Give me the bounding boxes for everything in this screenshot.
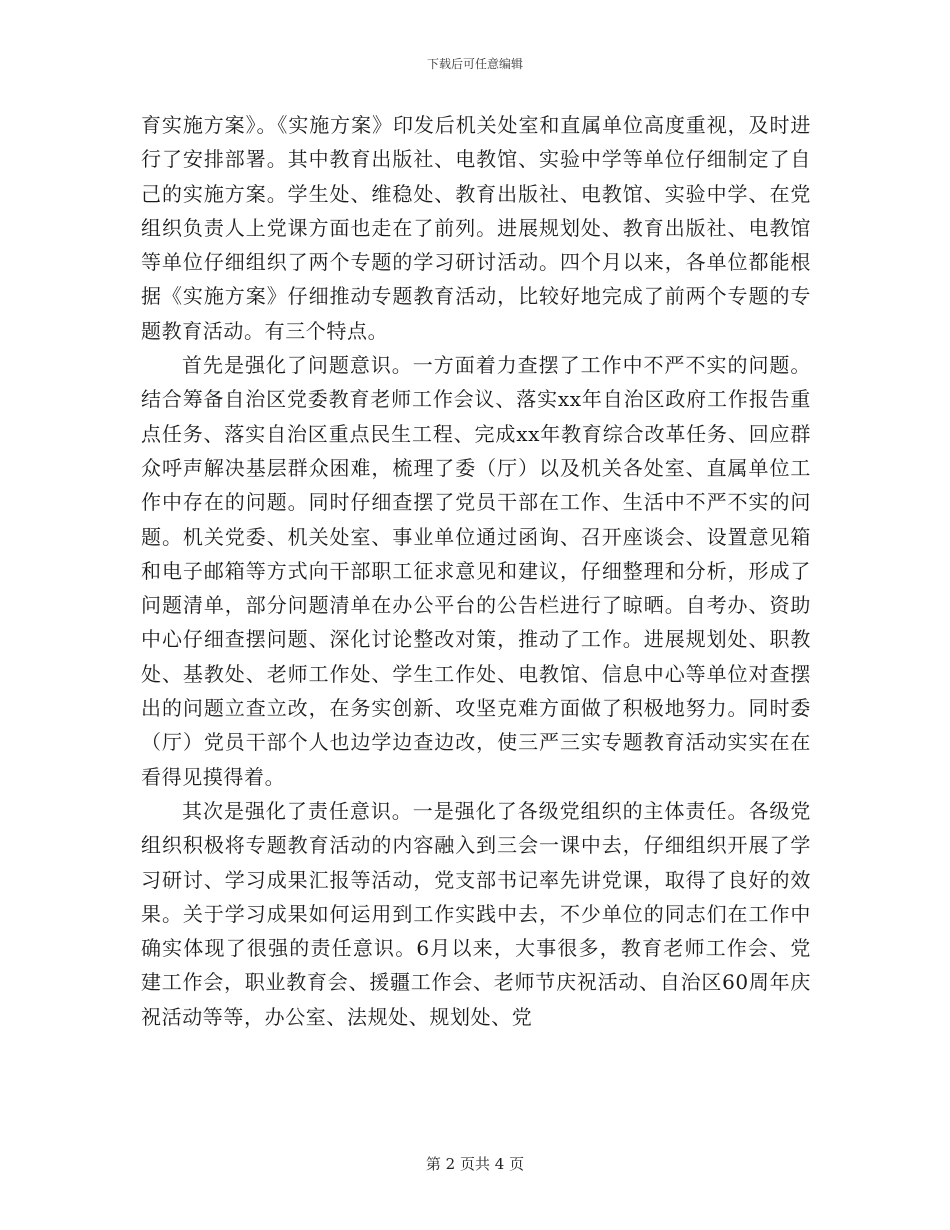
page-header xyxy=(0,56,950,72)
page-number: 第 2 页共 4 页 xyxy=(425,1155,525,1173)
paragraph-responsibility-awareness: 其次是强化了责任意识。一是强化了各级党组织的主体责任。各级党组织积极将专题教育活动的内容融入到三会一课中去，仔细组织开展了学习研讨、学习成果汇报等活动，党支部书记率先讲党课，取得了良好的效果。关于学习成果如何运用到工作实践中去，不少单位的同志们在工作中确实体现了很强的责任意识。6月以来，大事很多，教育老师工作会、党建工作会，职业教育会、援疆工作会、老师节庆祝活动、自治区60周年庆祝活动等等，办公室、法规处、规划处、党 xyxy=(141,798,811,1029)
document-body xyxy=(141,108,811,1034)
header-note: 下载后可任意编辑 xyxy=(426,57,523,71)
paragraph-problem-awareness: 首先是强化了问题意识。一方面着力查摆了工作中不严不实的问题。结合筹备自治区党委教育老师工作会议、落实xx年自治区政府工作报告重点任务、落实自治区重点民生工程、完成xx年教育综合改革任务、回应群众呼声解决基层群众困难，梳理了委（厅）以及机关各处室、直属单位工作中存在的问题。同时仔细查摆了党员干部在工作、生活中不严不实的问题。机关党委、机关处室、事业单位通过函询、召开座谈会、设置意见箱和电子邮箱等方式向干部职工征求意见和建议，仔细整理和分析，形成了问题清单，部分问题清单在办公平台的公告栏进行了晾晒。自考办、资助中心仔细查摆问题、深化讨论整改对策，推动了工作。进展规划处、职教处、基教处、老师工作处、学生工作处、电教馆、信息中心等单位对查摆出的问题立查立改，在务实创新、攻坚克难方面做了积极地努力。同时委（厅）党员干部个人也边学边查边改，使三严三实专题教育活动实实在在看得见摸得着。 xyxy=(141,353,811,789)
paragraph-continued: 育实施方案》。《实施方案》印发后机关处室和直属单位高度重视，及时进行了安排部署。其中教育出版社、电教馆、实验中学等单位仔细制定了自己的实施方案。学生处、维稳处、教育出版社、电教馆、实验中学、在党组织负责人上党课方面也走在了前列。进展规划处、教育出版社、电教馆等单位仔细组织了两个专题的学习研讨活动。四个月以来，各单位都能根据《实施方案》仔细推动专题教育活动，比较好地完成了前两个专题的专题教育活动。有三个特点。 xyxy=(141,113,811,343)
page-footer xyxy=(0,1154,950,1174)
